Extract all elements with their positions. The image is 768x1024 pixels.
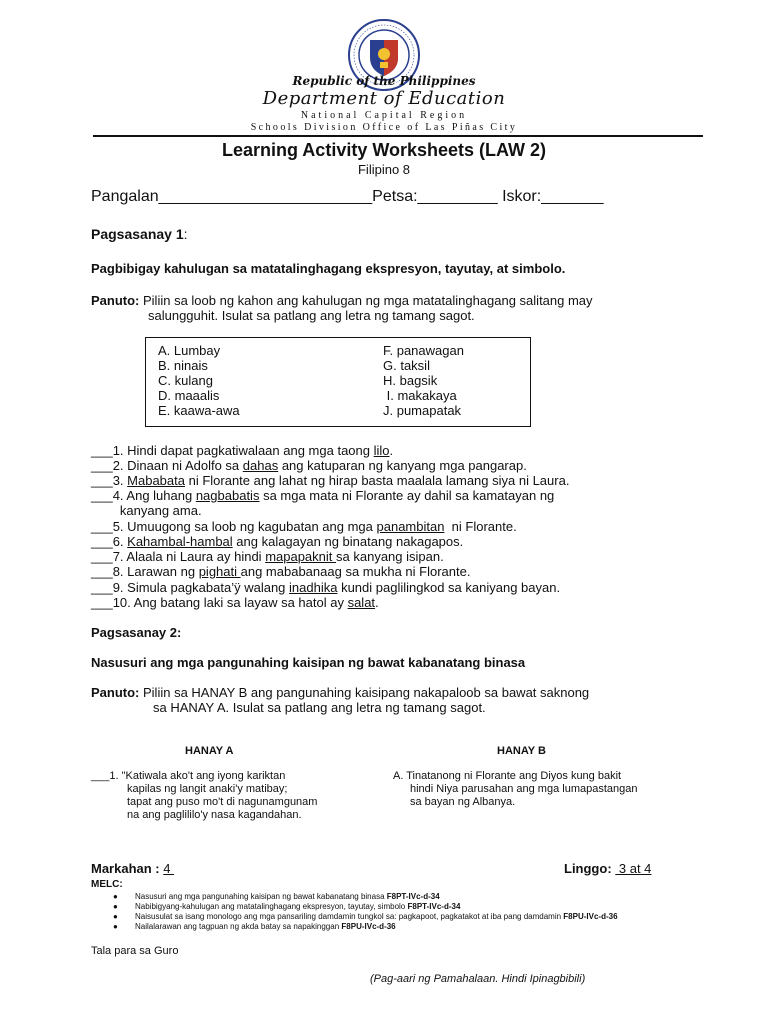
exercise1-subtitle: Pagbibigay kahulugan sa matatalinghagang ekspresyon, tayutay, at simbolo. [91, 261, 566, 276]
teacher-note-label: Tala para sa Guro [91, 945, 179, 957]
bullet-icon: ● [113, 912, 118, 921]
item-1: ___1. Hindi dapat pagkatiwalaan ang mga taong lilo. [91, 443, 394, 458]
markahan-line: Markahan : 4 [91, 861, 175, 876]
bullet-icon: ● [113, 892, 118, 901]
item-3: ___3. Mababata ni Florante ang lahat ng hirap basta maalala lamang siya ni Laura. [91, 473, 570, 488]
republic-label: Republic of the Philippines [292, 74, 476, 88]
melc-list [113, 892, 653, 932]
worksheet-title: Learning Activity Worksheets (LAW 2) [221, 140, 547, 160]
choices-box [145, 337, 531, 427]
bullet-icon: ● [113, 902, 118, 911]
choice-f: F. panawagan [383, 343, 464, 358]
subject-label: Filipino 8 [357, 162, 411, 177]
choice-h: H. bagsik [383, 373, 438, 388]
exercise1-instruction: Panuto: Piliin sa loob ng kahon ang kahulugan ng mga matatalinghagang salitang may salungguhit. Isulat sa patlang ang letra ng tamang sagot. [91, 293, 593, 323]
choice-a: A. Lumbay [158, 343, 221, 358]
choice-c: C. kulang [158, 373, 213, 388]
item-8: ___8. Larawan ng pighati ang mababanaag sa mukha ni Florante. [91, 564, 471, 579]
exercise1-heading: Pagsasanay 1: [91, 226, 188, 242]
item-9: ___9. Simula pagkabata’ÿ walang inadhika kundi paglilingkod sa kaniyang bayan. [91, 580, 561, 595]
hanay-b-header: HANAY B [497, 745, 546, 757]
hanay-a-header: HANAY A [185, 745, 234, 757]
item-6: ___6. Kahambal-hambal ang kalagayan ng binatang nakagapos. [91, 534, 464, 549]
ownership-note: (Pag-aari ng Pamahalaan. Hindi Ipinagbibili) [370, 973, 586, 985]
item-7: ___7. Alaala ni Laura ay hindi mapapaknit sa kanyang isipan. [91, 549, 444, 564]
melc-label: MELC: [91, 879, 123, 890]
melc-item: ● Nailalarawan ang tagpuan ng akda batay sa napakinggan F8PU-IVc-d-36 [113, 922, 396, 931]
header-divider [93, 135, 703, 137]
exercise2-subtitle: Nasusuri ang mga pangunahing kaisipan ng bawat kabanatang binasa [91, 655, 526, 670]
choice-b: B. ninais [158, 358, 208, 373]
department-label: Department of Education [262, 88, 506, 109]
linggo-line: Linggo: 3 at 4 [564, 861, 652, 876]
division-label: Schools Division Office of Las Piñas City [250, 122, 518, 133]
item-5: ___5. Umuugong sa loob ng kagubatan ang mga panambitan ni Florante. [91, 519, 517, 534]
exercise2-instruction: Panuto: Piliin sa HANAY B ang pangunahing kaisipang nakapaloob sa bawat saknong sa HANAY A. Isulat sa patlang ang letra ng tamang sagot. [91, 685, 590, 715]
hanay-b-item-a: A. Tinatanong ni Florante ang Diyos kung bakit hindi Niya parusahan ang mga lumapastangan sa bayan ng Albanya. [393, 770, 638, 808]
melc-item: ● Nabibigyang-kahulugan ang matatalinghagang ekspresyon, tayutay, simbolo F8PT-IVc-d-34 [113, 902, 461, 911]
item-2: ___2. Dinaan ni Adolfo sa dahas ang katuparan ng kanyang mga pangarap. [91, 458, 527, 473]
item-4-cont: kanyang ama. [91, 503, 202, 518]
choice-e: E. kaawa-awa [158, 403, 240, 418]
bullet-icon: ● [113, 922, 118, 931]
choice-i: I. makakaya [383, 388, 457, 403]
choice-j: J. pumapatak [383, 403, 462, 418]
choice-d: D. maaalis [158, 388, 220, 403]
item-10: ___10. Ang batang laki sa layaw sa hatol ay salat. [91, 595, 379, 610]
hanay-a-item-1: ___1. "Katiwala ako't ang iyong kariktan kapilas ng langit anaki'y matibay; tapat ang puso mo't di nagunamgunam na ang paglililo'y nasa kagandahan. [91, 770, 318, 821]
melc-item: ● Nasusuri ang mga pangunahing kaisipan ng bawat kabanatang binasa F8PT-IVc-d-34 [113, 892, 440, 901]
student-info-line: Pangalan________________________Petsa:_________ Iskor:_______ [91, 188, 604, 205]
exercise2-heading: Pagsasanay 2: [91, 625, 182, 640]
melc-item: ● Naisusulat sa isang monologo ang mga pansariling damdamin tungkol sa: pagkapoot, pagkatakot at iba pang damdamin F8PU-IVc-d-36 [113, 912, 618, 921]
region-label: National Capital Region [300, 110, 468, 121]
item-4: ___4. Ang luhang nagbabatis sa mga mata ni Florante ay dahil sa kamatayan ng [91, 488, 555, 503]
choice-g: G. taksil [383, 358, 430, 373]
